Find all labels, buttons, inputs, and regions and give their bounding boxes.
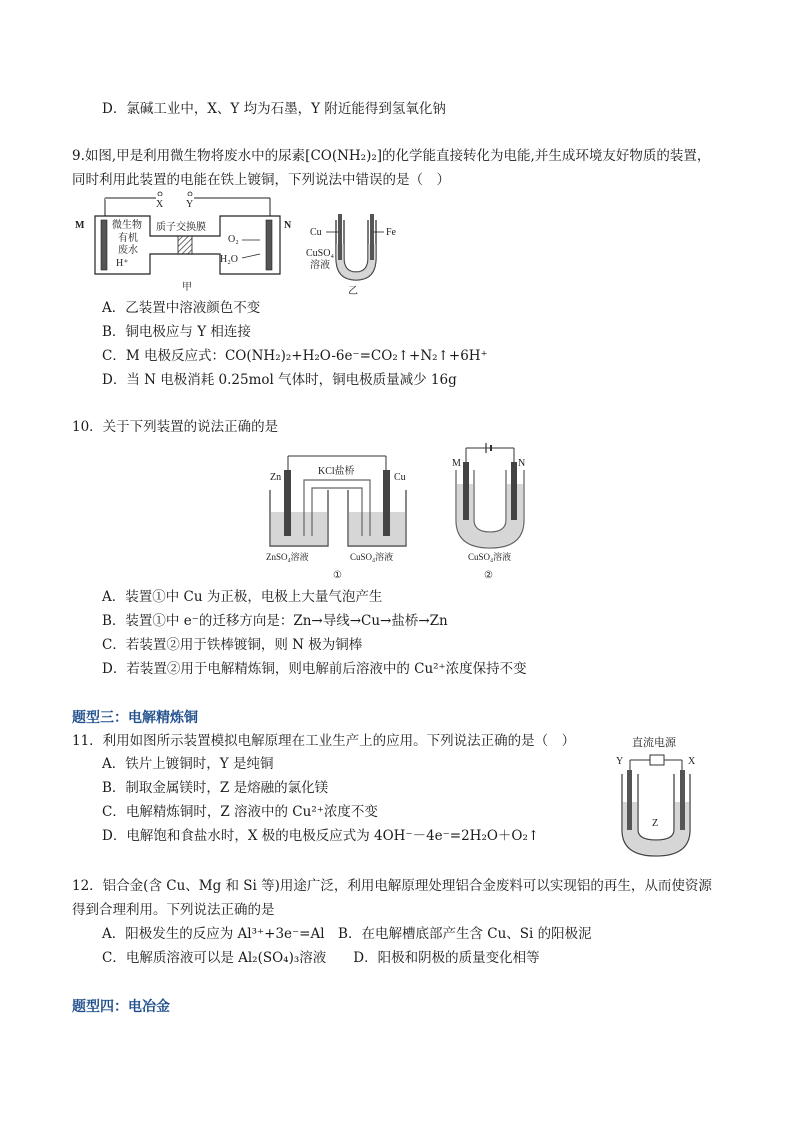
q9-jia-label-m: M [75,220,85,231]
q11-electrode-x [680,770,685,830]
q10-sol-u: CuSO₄溶液 [468,552,512,562]
q9-option-a: A．乙装置中溶液颜色不变 [102,300,261,316]
q9-yi-caption: 乙 [348,286,358,296]
q9-jia-electrode-m [101,220,107,270]
q9-jia-o2: O₂ [228,234,239,245]
q10-sol-left: ZnSO₄溶液 [266,552,309,562]
q11-label-power: 直流电源 [632,737,676,749]
q10-electrode-m [463,462,469,520]
q9-yi-electrode-fe [370,214,374,260]
q10-caption-1: ① [333,570,342,581]
q9-jia-label-x: X [156,199,164,210]
q10-electrode-n [511,462,517,520]
q12-options-row-1: A．阳极发生的反应为 Al³⁺+3e⁻=Al B．在电解槽底部产生含 Cu、Si 的阳极泥 [102,926,592,942]
q9-stem-line-1: 9.如图,甲是利用微生物将废水中的尿素[CO(NH₂)₂]的化学能直接转化为电能,并生成环境友好物质的装置， [72,148,711,164]
q9-yi-solution-1: CuSO₄ [306,248,334,259]
q10-stem: 10．关于下列装置的说法正确的是 [72,419,279,435]
q10-electrode-zn [284,470,291,536]
q11-stem: 11．利用如图所示装置模拟电解原理在工业生产上的应用。下列说法正确的是（ ） [72,733,576,749]
q10-label-salt-bridge: KCl盐桥 [318,466,355,477]
q11-figure [614,734,710,862]
q9-jia-electrode-n [266,220,272,270]
q10-option-c: C．若装置②用于铁棒镀铜，则 N 极为铜棒 [102,637,363,653]
q9-jia-label-n: N [284,220,292,231]
q9-figure-jia [70,190,300,294]
q12-stem-line-1: 12．铝合金(含 Cu、Mg 和 Si 等)用途广泛，利用电解原理处理铝合金废料可以实现铝的再生，从而使资源 [72,878,712,894]
q9-jia-wastewater: 废水 [118,245,138,256]
q10-label-cu: Cu [394,472,406,483]
q10-option-a: A．装置①中 Cu 为正极，电极上大量气泡产生 [102,589,383,605]
q10-label-m: M [452,458,461,469]
q9-figure-yi [306,210,406,296]
q9-jia-caption: 甲 [182,282,192,293]
section-4-title: 题型四：电冶金 [72,999,170,1015]
q9-yi-label-cu: Cu [310,227,322,238]
section-3-title: 题型三：电解精炼铜 [72,710,198,726]
q11-electrode-y [627,770,632,830]
q11-label-z: Z [652,818,659,829]
q9-yi-electrode-cu [338,214,342,260]
q11-label-x: X [688,756,696,767]
q9-jia-microbe: 微生物 [112,220,142,231]
q10-sol-right: CuSO₄溶液 [350,552,394,562]
q9-stem-line-2: 同时利用此装置的电能在铁上镀铜，下列说法中错误的是（ ） [72,172,450,188]
q11-option-d: D．电解饱和食盐水时，X 极的电极反应式为 4OH⁻－4e⁻=2H₂O＋O₂↑ [102,828,540,844]
q11-option-b: B．制取金属镁时，Z 是熔融的氯化镁 [102,780,329,796]
q10-option-b: B．装置①中 e⁻的迁移方向是：Zn→导线→Cu→盐桥→Zn [102,613,448,629]
q9-jia-h2o: H₂O [220,254,238,265]
q11-label-y: Y [616,756,624,767]
q10-caption-2: ② [484,570,493,581]
q10-label-n: N [518,458,526,469]
q9-yi-label-fe: Fe [386,227,396,238]
q10-electrode-cu [383,470,390,536]
q10-figure [262,440,542,584]
q12-options-row-2: C．电解质溶液可以是 Al₂(SO₄)₃溶液 D．阳极和阴极的质量变化相等 [102,950,540,966]
q10-label-zn: Zn [270,472,282,483]
q11-option-a: A．铁片上镀铜时，Y 是纯铜 [102,756,274,772]
q9-jia-hplus: H⁺ [116,258,129,269]
q11-option-c: C．电解精炼铜时，Z 溶液中的 Cu²⁺浓度不变 [102,804,378,820]
q9-option-c: C．M 电极反应式：CO(NH₂)₂+H₂O-6e⁻=CO₂↑+N₂↑+6H⁺ [102,348,488,364]
q8-option-d: D．氯碱工业中，X、Y 均为石墨，Y 附近能得到氢氧化钠 [102,101,446,117]
q10-option-d: D．若装置②用于电解精炼铜，则电解前后溶液中的 Cu²⁺浓度保持不变 [102,661,527,677]
q9-option-b: B．铜电极应与 Y 相连接 [102,324,251,340]
q9-jia-membrane: 质子交换膜 [156,222,206,233]
q9-jia-label-y: Y [186,199,194,210]
q9-yi-solution-2: 溶液 [310,260,330,271]
q12-stem-line-2: 得到合理利用。下列说法正确的是 [72,902,275,918]
q9-option-d: D．当 N 电极消耗 0.25mol 气体时，铜电极质量减少 16g [102,372,457,388]
q9-jia-organic: 有机 [118,233,138,244]
